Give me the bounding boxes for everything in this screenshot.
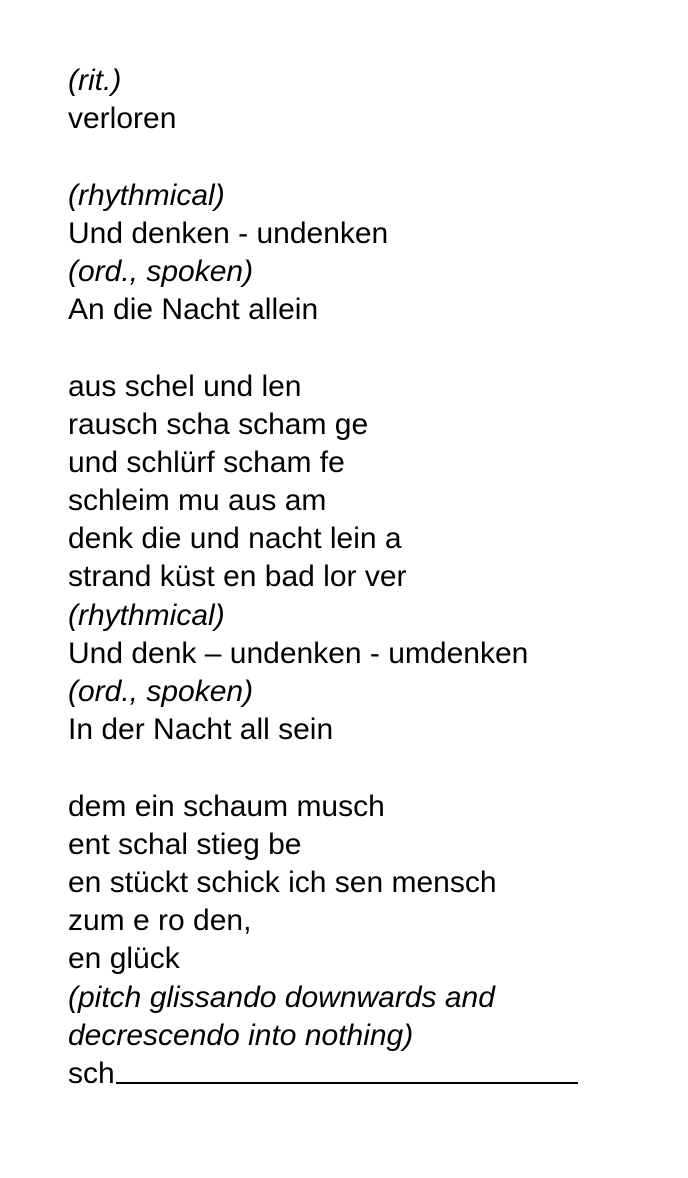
lyric-line: strand küst en bad lor ver: [68, 560, 407, 594]
final-syllable: sch: [68, 1056, 115, 1090]
stage-direction-glissando: (pitch glissando downwards and: [68, 980, 495, 1014]
stage-direction-rit: (rit.): [68, 64, 122, 97]
lyric-line: rausch scha scham ge: [68, 407, 369, 441]
lyric-line: Und denken - undenken: [68, 216, 389, 250]
lyric-line: In der Nacht all sein: [68, 713, 334, 747]
stanza-gap: [68, 329, 668, 367]
stage-direction-spoken: (ord., spoken): [68, 675, 254, 708]
lyric-line: und schlürf scham fe: [68, 445, 345, 479]
lyric-line: aus schel und len: [68, 369, 302, 403]
lyrics-page: [68, 62, 668, 1093]
stanza-gap: [68, 749, 668, 787]
lyric-line: ent schal stieg be: [68, 827, 302, 861]
stage-direction-rhythmical: (rhythmical): [68, 598, 225, 632]
final-lyric-line: [68, 1055, 668, 1093]
lyric-line: dem ein schaum musch: [68, 789, 385, 823]
lyric-line: en stückt schick ich sen mensch: [68, 865, 497, 899]
lyric-line: en glück: [68, 942, 180, 976]
stage-direction-rhythmical: (rhythmical): [68, 178, 225, 212]
fade-out-rule: [116, 1082, 578, 1084]
lyric-line: Und denk – undenken - umdenken: [68, 636, 529, 670]
lyric-line: zum e ro den,: [68, 904, 252, 938]
lyric-line: verloren: [68, 102, 177, 136]
stage-direction-spoken: (ord., spoken): [68, 254, 254, 288]
lyric-line: schleim mu aus am: [68, 484, 327, 518]
stanza-gap: [68, 138, 668, 176]
lyric-line: An die Nacht allein: [68, 293, 319, 327]
stage-direction-decrescendo: decrescendo into nothing): [68, 1018, 414, 1052]
lyric-line: denk die und nacht lein a: [68, 522, 402, 556]
